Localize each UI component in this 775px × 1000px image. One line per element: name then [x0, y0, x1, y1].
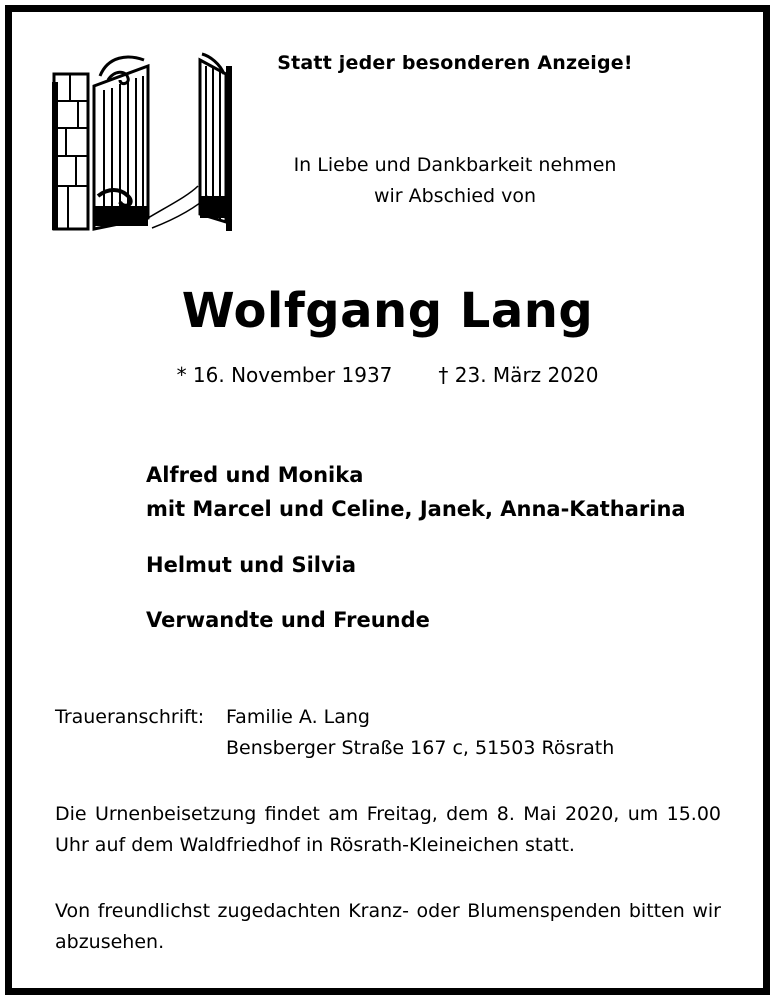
address-label: Traueranschrift: — [55, 706, 205, 728]
intro-line-2: wir Abschied von — [373, 185, 537, 207]
mourner-line: mit Marcel und Celine, Janek, Anna-Katharina — [146, 497, 686, 521]
mourner-line: Verwandte und Freunde — [146, 608, 430, 632]
mourner-line: Helmut und Silvia — [146, 553, 357, 577]
intro-text — [255, 150, 655, 212]
death-date: † 23. März 2020 — [438, 363, 599, 387]
intro-line-1: In Liebe und Dankbarkeit nehmen — [293, 154, 617, 176]
birth-date: * 16. November 1937 — [176, 363, 393, 387]
donation-note: Von freundlichst zugedachten Kranz- oder Blumenspenden bitten wir abzusehen. — [55, 900, 721, 953]
life-dates — [0, 363, 775, 387]
headline: Statt jeder besonderen Anzeige! — [277, 52, 633, 74]
address-line-1: Familie A. Lang — [226, 706, 370, 728]
garden-gate-illustration — [48, 46, 238, 236]
deceased-name: Wolfgang Lang — [181, 283, 594, 339]
address-line-2: Bensberger Straße 167 c, 51503 Rösrath — [226, 737, 615, 759]
mourner-line: Alfred und Monika — [146, 463, 364, 487]
burial-info: Die Urnenbeisetzung findet am Freitag, dem 8. Mai 2020, um 15.00 Uhr auf dem Waldfriedhof in Rösrath-Kleineichen statt. — [55, 803, 721, 856]
